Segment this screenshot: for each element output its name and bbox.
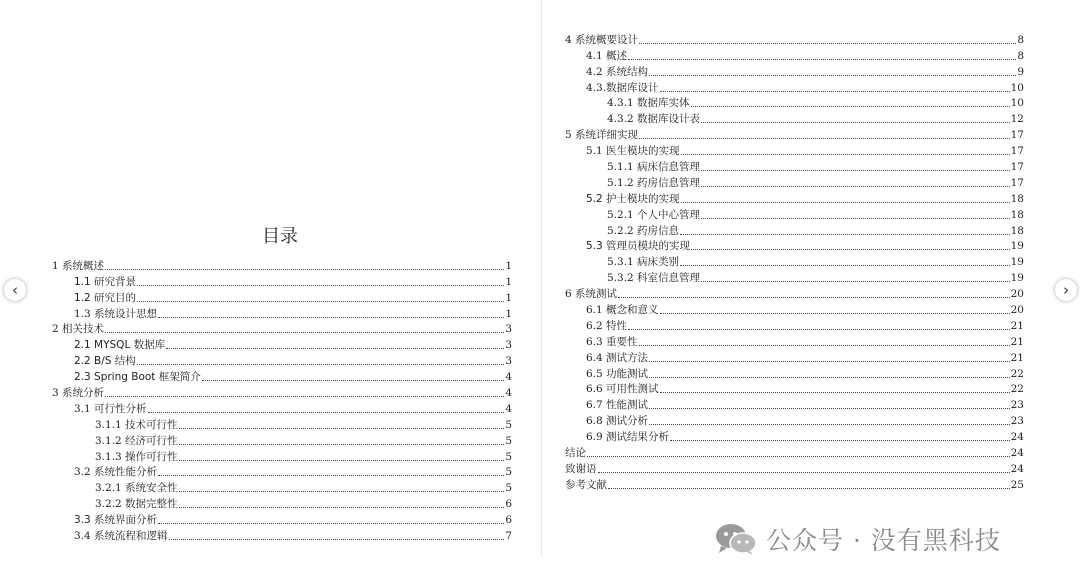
toc-entry-title: 1 系统概述 bbox=[52, 259, 105, 272]
toc-entry[interactable] bbox=[565, 427, 1024, 443]
toc-page-number: 1 bbox=[505, 291, 512, 304]
toc-entry[interactable] bbox=[565, 300, 1024, 316]
toc-dot-leader bbox=[179, 444, 505, 445]
toc-entry[interactable] bbox=[565, 252, 1024, 268]
toc-entry[interactable] bbox=[565, 268, 1024, 284]
toc-page-number: 22 bbox=[1010, 367, 1024, 380]
toc-page-number: 4 bbox=[505, 387, 512, 400]
toc-page-number: 1 bbox=[505, 307, 512, 320]
toc-dot-leader bbox=[628, 329, 1010, 330]
toc-right-page bbox=[565, 30, 1024, 491]
toc-entry[interactable] bbox=[565, 380, 1024, 396]
toc-entry-title: 结论 bbox=[565, 447, 586, 460]
toc-entry[interactable] bbox=[565, 411, 1024, 427]
toc-dot-leader bbox=[158, 475, 504, 476]
toc-entry[interactable] bbox=[565, 364, 1024, 380]
toc-page-number: 12 bbox=[1010, 113, 1024, 126]
toc-entry-title: 4.2 系统结构 bbox=[586, 65, 649, 78]
toc-entry-title: 4.3.1 数据库实体 bbox=[607, 97, 690, 110]
wechat-icon bbox=[714, 522, 758, 556]
toc-page-number: 7 bbox=[505, 530, 512, 543]
toc-page-number: 23 bbox=[1010, 399, 1024, 412]
toc-entry-title: 致谢语 bbox=[565, 462, 597, 475]
toc-entry-title: 2 相关技术 bbox=[52, 323, 105, 336]
page-divider bbox=[541, 0, 542, 556]
toc-dot-leader bbox=[179, 460, 505, 461]
prev-page-button[interactable] bbox=[4, 279, 26, 301]
toc-page-number: 8 bbox=[1017, 49, 1024, 62]
toc-entry-title: 3.1.2 经济可行性 bbox=[95, 434, 178, 447]
toc-page-number: 25 bbox=[1010, 478, 1024, 491]
toc-dot-leader bbox=[681, 202, 1010, 203]
toc-entry-title: 5.3.1 病床类别 bbox=[607, 256, 680, 269]
toc-page-number: 19 bbox=[1010, 240, 1024, 253]
toc-dot-leader bbox=[179, 491, 505, 492]
toc-page-number: 17 bbox=[1010, 176, 1024, 189]
toc-dot-leader bbox=[691, 249, 1010, 250]
toc-page-number: 21 bbox=[1010, 335, 1024, 348]
toc-entry-title: 5.2 护士模块的实现 bbox=[586, 192, 680, 205]
toc-entry[interactable] bbox=[52, 351, 512, 367]
toc-dot-leader bbox=[670, 440, 1010, 441]
toc-entry[interactable] bbox=[565, 125, 1024, 141]
toc-entry[interactable] bbox=[52, 510, 512, 526]
toc-entry[interactable] bbox=[565, 395, 1024, 411]
toc-entry-title: 6 系统测试 bbox=[565, 288, 618, 301]
toc-entry-title: 参考文献 bbox=[565, 478, 607, 491]
toc-page-number: 6 bbox=[505, 514, 512, 527]
toc-entry-title: 3.2.1 系统安全性 bbox=[95, 482, 178, 495]
toc-dot-leader bbox=[701, 122, 1010, 123]
toc-entry-title: 6.7 性能测试 bbox=[586, 399, 649, 412]
toc-entry[interactable] bbox=[565, 30, 1024, 46]
toc-page-number: 5 bbox=[505, 418, 512, 431]
toc-page-number: 3 bbox=[505, 323, 512, 336]
toc-page-number: 10 bbox=[1010, 97, 1024, 110]
toc-dot-leader bbox=[158, 317, 504, 318]
toc-dot-leader bbox=[608, 488, 1010, 489]
toc-page-number: 10 bbox=[1010, 81, 1024, 94]
toc-page-number: 5 bbox=[505, 482, 512, 495]
toc-dot-leader bbox=[105, 269, 504, 270]
toc-page-number: 21 bbox=[1010, 319, 1024, 332]
toc-entry[interactable] bbox=[565, 141, 1024, 157]
toc-entry-title: 3.4 系统流程和逻辑 bbox=[74, 530, 168, 543]
toc-dot-leader bbox=[639, 43, 1016, 44]
toc-dot-leader bbox=[598, 472, 1010, 473]
toc-page-number: 19 bbox=[1010, 272, 1024, 285]
toc-entry[interactable] bbox=[565, 94, 1024, 110]
toc-dot-leader bbox=[660, 313, 1010, 314]
toc-entry[interactable] bbox=[52, 494, 512, 510]
toc-dot-leader bbox=[639, 345, 1010, 346]
toc-entry[interactable] bbox=[565, 62, 1024, 78]
toc-entry-title: 5.2.2 药房信息 bbox=[607, 224, 680, 237]
toc-entry[interactable] bbox=[52, 431, 512, 447]
toc-entry-title: 6.9 测试结果分析 bbox=[586, 431, 670, 444]
toc-entry-title: 5.1 医生模块的实现 bbox=[586, 145, 680, 158]
toc-entry[interactable] bbox=[565, 189, 1024, 205]
toc-dot-leader bbox=[628, 59, 1016, 60]
toc-entry-title: 5.1.2 药房信息管理 bbox=[607, 176, 701, 189]
toc-page-number: 5 bbox=[505, 434, 512, 447]
toc-entry[interactable] bbox=[52, 478, 512, 494]
toc-dot-leader bbox=[105, 332, 504, 333]
toc-page-number: 5 bbox=[505, 466, 512, 479]
toc-entry[interactable] bbox=[52, 399, 512, 415]
toc-dot-leader bbox=[179, 428, 505, 429]
toc-entry[interactable] bbox=[52, 415, 512, 431]
chevron-left-icon: ‹ bbox=[12, 280, 18, 299]
toc-entry-title: 4.3.数据库设计 bbox=[586, 81, 659, 94]
toc-page-number: 18 bbox=[1010, 208, 1024, 221]
toc-page-number: 5 bbox=[505, 450, 512, 463]
toc-entry[interactable] bbox=[565, 316, 1024, 332]
toc-dot-leader bbox=[701, 170, 1010, 171]
toc-dot-leader bbox=[105, 396, 504, 397]
chevron-right-icon: › bbox=[1063, 280, 1069, 299]
toc-page-number: 19 bbox=[1010, 256, 1024, 269]
toc-dot-leader bbox=[639, 138, 1010, 139]
toc-entry[interactable] bbox=[565, 78, 1024, 94]
toc-entry-title: 3.1 可行性分析 bbox=[74, 402, 147, 415]
toc-dot-leader bbox=[649, 361, 1010, 362]
toc-page-number: 6 bbox=[505, 498, 512, 511]
toc-entry-title: 3.1.1 技术可行性 bbox=[95, 418, 178, 431]
toc-entry-title: 6.2 特性 bbox=[586, 319, 628, 332]
toc-dot-leader bbox=[649, 377, 1010, 378]
toc-page-number: 20 bbox=[1010, 304, 1024, 317]
toc-entry-title: 6.1 概念和意义 bbox=[586, 304, 659, 317]
toc-dot-leader bbox=[680, 265, 1010, 266]
toc-entry[interactable] bbox=[565, 173, 1024, 189]
toc-page-number: 20 bbox=[1010, 288, 1024, 301]
toc-entry-title: 5 系统详细实现 bbox=[565, 129, 639, 142]
toc-entry[interactable] bbox=[565, 475, 1024, 491]
toc-page-number: 3 bbox=[505, 355, 512, 368]
toc-page-number: 21 bbox=[1010, 351, 1024, 364]
toc-entry[interactable] bbox=[52, 304, 512, 320]
toc-entry-title: 6.6 可用性测试 bbox=[586, 383, 659, 396]
toc-dot-leader bbox=[169, 539, 505, 540]
toc-dot-leader bbox=[179, 507, 505, 508]
toc-entry-title: 2.1 MYSQL 数据库 bbox=[74, 339, 166, 352]
toc-page-number: 18 bbox=[1010, 192, 1024, 205]
toc-page-number: 4 bbox=[505, 371, 512, 384]
toc-dot-leader bbox=[681, 154, 1010, 155]
toc-page-number: 8 bbox=[1017, 33, 1024, 46]
toc-entry[interactable] bbox=[565, 237, 1024, 253]
toc-entry[interactable] bbox=[565, 109, 1024, 125]
toc-entry[interactable] bbox=[565, 443, 1024, 459]
toc-entry[interactable] bbox=[52, 320, 512, 336]
toc-entry-title: 4.1 概述 bbox=[586, 49, 628, 62]
toc-page-number: 17 bbox=[1010, 161, 1024, 174]
toc-entry-title: 4.3.2 数据库设计表 bbox=[607, 113, 701, 126]
toc-page-number: 24 bbox=[1010, 431, 1024, 444]
toc-entry-title: 1.2 研究目的 bbox=[74, 291, 137, 304]
toc-entry-title: 6.8 测试分析 bbox=[586, 415, 649, 428]
toc-dot-leader bbox=[618, 297, 1010, 298]
toc-entry[interactable] bbox=[52, 463, 512, 479]
toc-page-number: 9 bbox=[1017, 65, 1024, 78]
toc-page-number: 3 bbox=[505, 339, 512, 352]
page-title: 目录 bbox=[262, 226, 298, 247]
next-page-button[interactable] bbox=[1055, 279, 1077, 301]
watermark bbox=[714, 521, 1001, 557]
toc-dot-leader bbox=[137, 364, 505, 365]
toc-dot-leader bbox=[701, 218, 1010, 219]
toc-entry[interactable] bbox=[52, 335, 512, 351]
toc-dot-leader bbox=[649, 424, 1010, 425]
toc-entry-title: 3.3 系统界面分析 bbox=[74, 514, 158, 527]
toc-entry[interactable] bbox=[565, 459, 1024, 475]
toc-entry[interactable] bbox=[52, 367, 512, 383]
toc-dot-leader bbox=[158, 523, 504, 524]
toc-dot-leader bbox=[137, 285, 504, 286]
toc-dot-leader bbox=[649, 75, 1016, 76]
toc-left-page bbox=[52, 256, 512, 542]
toc-page-number: 17 bbox=[1010, 129, 1024, 142]
toc-dot-leader bbox=[680, 234, 1010, 235]
toc-entry-title: 1.1 研究背景 bbox=[74, 275, 137, 288]
toc-entry-title: 5.3.2 科室信息管理 bbox=[607, 272, 701, 285]
toc-entry-title: 5.3 管理员模块的实现 bbox=[586, 240, 691, 253]
toc-entry[interactable] bbox=[565, 284, 1024, 300]
toc-dot-leader bbox=[148, 412, 505, 413]
toc-entry[interactable] bbox=[52, 256, 512, 272]
toc-entry-title: 6.5 功能测试 bbox=[586, 367, 649, 380]
toc-page-number: 1 bbox=[505, 259, 512, 272]
toc-entry[interactable] bbox=[52, 272, 512, 288]
toc-entry-title: 6.3 重要性 bbox=[586, 335, 638, 348]
toc-entry[interactable] bbox=[565, 205, 1024, 221]
toc-entry-title: 3.1.3 操作可行性 bbox=[95, 450, 178, 463]
toc-entry[interactable] bbox=[565, 221, 1024, 237]
toc-page-number: 17 bbox=[1010, 145, 1024, 158]
toc-page-number: 4 bbox=[505, 402, 512, 415]
toc-dot-leader bbox=[587, 456, 1010, 457]
toc-page-number: 1 bbox=[505, 275, 512, 288]
toc-page-number: 23 bbox=[1010, 415, 1024, 428]
toc-page-number: 22 bbox=[1010, 383, 1024, 396]
toc-entry-title: 2.2 B/S 结构 bbox=[74, 355, 136, 368]
toc-dot-leader bbox=[660, 392, 1010, 393]
toc-dot-leader bbox=[649, 408, 1010, 409]
toc-entry[interactable] bbox=[565, 46, 1024, 62]
toc-entry[interactable] bbox=[52, 288, 512, 304]
toc-entry-title: 5.1.1 病床信息管理 bbox=[607, 161, 701, 174]
toc-entry[interactable] bbox=[565, 348, 1024, 364]
toc-page-number: 18 bbox=[1010, 224, 1024, 237]
toc-dot-leader bbox=[137, 301, 504, 302]
toc-entry-title: 1.3 系统设计思想 bbox=[74, 307, 158, 320]
toc-entry-title: 5.2.1 个人中心管理 bbox=[607, 208, 701, 221]
toc-dot-leader bbox=[202, 380, 505, 381]
toc-dot-leader bbox=[691, 106, 1010, 107]
toc-entry-title: 2.3 Spring Boot 框架简介 bbox=[74, 371, 201, 384]
toc-entry[interactable] bbox=[565, 332, 1024, 348]
toc-dot-leader bbox=[701, 281, 1010, 282]
toc-entry[interactable] bbox=[565, 157, 1024, 173]
toc-dot-leader bbox=[166, 348, 504, 349]
toc-dot-leader bbox=[701, 186, 1010, 187]
toc-entry[interactable] bbox=[52, 383, 512, 399]
toc-entry[interactable] bbox=[52, 447, 512, 463]
toc-entry-title: 6.4 测试方法 bbox=[586, 351, 649, 364]
toc-entry[interactable] bbox=[52, 526, 512, 542]
toc-entry-title: 4 系统概要设计 bbox=[565, 33, 639, 46]
toc-page-number: 24 bbox=[1010, 462, 1024, 475]
toc-entry-title: 3.2 系统性能分析 bbox=[74, 466, 158, 479]
toc-page-number: 24 bbox=[1010, 447, 1024, 460]
watermark-text: 公众号 · 没有黑科技 bbox=[766, 526, 1001, 555]
toc-entry-title: 3.2.2 数据完整性 bbox=[95, 498, 178, 511]
toc-entry-title: 3 系统分析 bbox=[52, 387, 105, 400]
toc-dot-leader bbox=[660, 91, 1010, 92]
